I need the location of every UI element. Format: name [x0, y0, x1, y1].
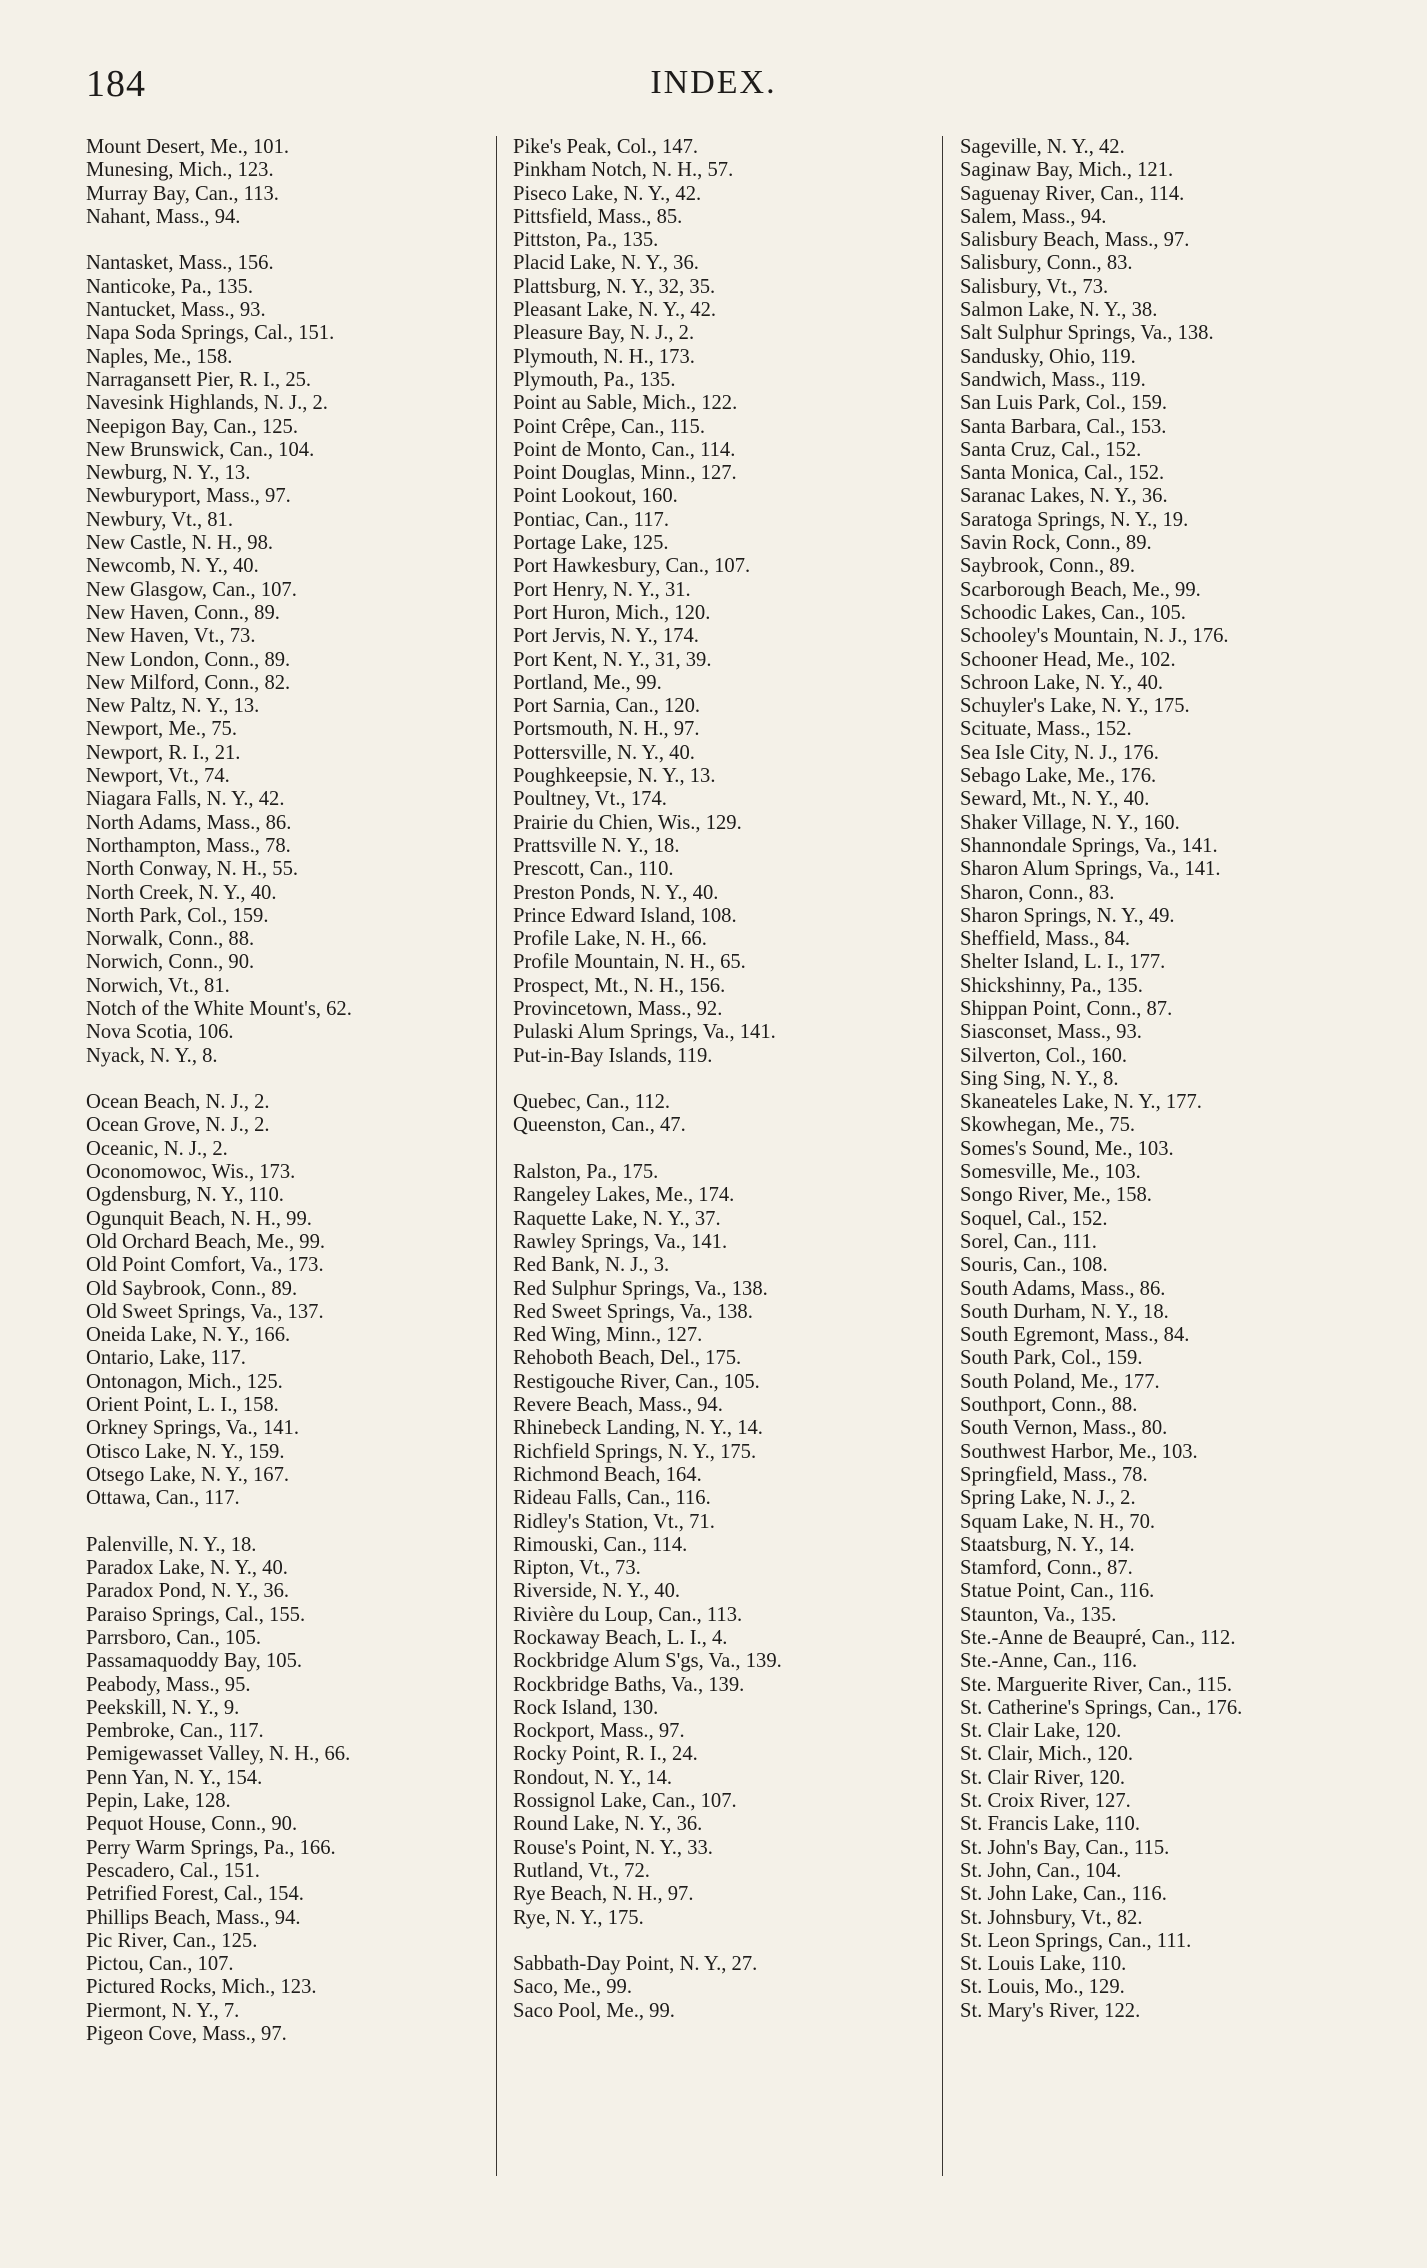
index-entry: Staatsburg, N. Y., 14.	[960, 1533, 1135, 1556]
index-entry: New Milford, Conn., 82.	[86, 671, 291, 694]
index-column-3	[960, 136, 1380, 2023]
index-entry: New Paltz, N. Y., 13.	[86, 695, 260, 718]
index-entry: Schooner Head, Me., 102.	[960, 648, 1176, 671]
index-entry: Northampton, Mass., 78.	[86, 834, 291, 857]
index-entry: St. John Lake, Can., 116.	[960, 1883, 1167, 1906]
index-entry: Southport, Conn., 88.	[960, 1394, 1138, 1417]
index-entry: Pittsfield, Mass., 85.	[513, 205, 683, 228]
index-entry: Santa Cruz, Cal., 152.	[960, 438, 1142, 461]
index-entry: Somes's Sound, Me., 103.	[960, 1137, 1174, 1160]
index-entry: Salem, Mass., 94.	[960, 205, 1107, 228]
index-entry: Salisbury, Vt., 73.	[960, 275, 1109, 298]
index-entry: Salmon Lake, N. Y., 38.	[960, 299, 1158, 322]
index-entry: Mount Desert, Me., 101.	[86, 136, 290, 158]
index-entry: Pinkham Notch, N. H., 57.	[513, 159, 734, 182]
index-entry: Pictured Rocks, Mich., 123.	[86, 1976, 317, 1999]
index-entry: Round Lake, N. Y., 36.	[513, 1813, 703, 1836]
index-entry: Rye Beach, N. H., 97.	[513, 1883, 694, 1906]
index-entry: St. Leon Springs, Can., 111.	[960, 1929, 1192, 1952]
index-entry: New London, Conn., 89.	[86, 648, 291, 671]
index-entry: Squam Lake, N. H., 70.	[960, 1510, 1156, 1533]
index-entry: Rawley Springs, Va., 141.	[513, 1230, 728, 1253]
index-entry: Pottersville, N. Y., 40.	[513, 741, 695, 764]
index-entry: Pleasure Bay, N. J., 2.	[513, 322, 695, 345]
index-entry: Richfield Springs, N. Y., 175.	[513, 1440, 757, 1463]
index-entry: Prospect, Mt., N. H., 156.	[513, 974, 726, 997]
index-entry: Sheffield, Mass., 84.	[960, 928, 1131, 951]
index-entry: Nyack, N. Y., 8.	[86, 1044, 218, 1067]
index-entry: Red Wing, Minn., 127.	[513, 1324, 703, 1347]
index-entry: St. Louis Lake, 110.	[960, 1953, 1127, 1976]
index-entry: Point Douglas, Minn., 127.	[513, 462, 737, 485]
index-entry: Pulaski Alum Springs, Va., 141.	[513, 1021, 776, 1044]
index-entry: Notch of the White Mount's, 62.	[86, 997, 352, 1020]
index-entry: Rivière du Loup, Can., 113.	[513, 1603, 743, 1626]
index-entry: Saratoga Springs, N. Y., 19.	[960, 508, 1189, 531]
index-entry: Staunton, Va., 135.	[960, 1603, 1117, 1626]
index-entry: Point de Monto, Can., 114.	[513, 438, 736, 461]
index-entry: St. Clair Lake, 120.	[960, 1720, 1122, 1743]
index-entry: Point au Sable, Mich., 122.	[513, 392, 738, 415]
index-entry: Scituate, Mass., 152.	[960, 718, 1132, 741]
index-entry: Ottawa, Can., 117.	[86, 1487, 240, 1510]
index-entry: Nova Scotia, 106.	[86, 1021, 234, 1044]
index-entry: North Adams, Mass., 86.	[86, 811, 292, 834]
index-entry: Newport, Me., 75.	[86, 718, 237, 741]
index-entry: Quebec, Can., 112.	[513, 1091, 671, 1114]
index-entry: Skaneateles Lake, N. Y., 177.	[960, 1091, 1202, 1114]
index-entry: Oneida Lake, N. Y., 166.	[86, 1324, 291, 1347]
index-entry: Orkney Springs, Va., 141.	[86, 1417, 299, 1440]
index-entry: St. Johnsbury, Vt., 82.	[960, 1906, 1143, 1929]
index-entry: Silverton, Col., 160.	[960, 1044, 1128, 1067]
index-entry: Sabbath-Day Point, N. Y., 27.	[513, 1953, 758, 1976]
index-entry: Souris, Can., 108.	[960, 1254, 1108, 1277]
index-entry: Poughkeepsie, N. Y., 13.	[513, 765, 716, 788]
index-entry: Rockport, Mass., 97.	[513, 1720, 685, 1743]
index-entry: Portsmouth, N. H., 97.	[513, 718, 700, 741]
index-entry: Rimouski, Can., 114.	[513, 1533, 688, 1556]
index-entry: Plattsburg, N. Y., 32, 35.	[513, 275, 716, 298]
index-entry: Port Henry, N. Y., 31.	[513, 578, 691, 601]
index-entry: Rouse's Point, N. Y., 33.	[513, 1836, 713, 1859]
index-entry: St. Francis Lake, 110.	[960, 1813, 1140, 1836]
index-entry: Pike's Peak, Col., 147.	[513, 136, 699, 158]
index-entry: Piermont, N. Y., 7.	[86, 1999, 240, 2022]
index-entry: Newburg, N. Y., 13.	[86, 462, 251, 485]
section-gap	[513, 1930, 933, 1953]
index-entry: Richmond Beach, 164.	[513, 1463, 702, 1486]
index-entry: Rockbridge Alum S'gs, Va., 139.	[513, 1650, 782, 1673]
index-entry: Sharon, Conn., 83.	[960, 881, 1115, 904]
index-entry: Peabody, Mass., 95.	[86, 1673, 251, 1696]
index-entry: Pictou, Can., 107.	[86, 1953, 234, 1976]
index-entry: Springfield, Mass., 78.	[960, 1463, 1148, 1486]
index-entry: Restigouche River, Can., 105.	[513, 1370, 760, 1393]
index-entry: Portland, Me., 99.	[513, 671, 662, 694]
column-divider	[942, 136, 943, 2176]
index-entry: Neepigon Bay, Can., 125.	[86, 415, 299, 438]
index-entry: Sea Isle City, N. J., 176.	[960, 741, 1159, 764]
index-entry: Prescott, Can., 110.	[513, 858, 674, 881]
index-entry: Plymouth, N. H., 173.	[513, 345, 695, 368]
index-entry: St. Catherine's Springs, Can., 176.	[960, 1696, 1243, 1719]
index-entry: Revere Beach, Mass., 94.	[513, 1394, 723, 1417]
index-entry: South Egremont, Mass., 84.	[960, 1324, 1190, 1347]
index-entry: Siasconset, Mass., 93.	[960, 1021, 1142, 1044]
page-number: 184	[86, 63, 146, 105]
index-entry: Rehoboth Beach, Del., 175.	[513, 1347, 742, 1370]
index-entry: Ocean Beach, N. J., 2.	[86, 1091, 270, 1114]
index-entry: Old Saybrook, Conn., 89.	[86, 1277, 298, 1300]
index-entry: North Conway, N. H., 55.	[86, 858, 299, 881]
section-gap	[86, 1068, 486, 1091]
index-entry: Pleasant Lake, N. Y., 42.	[513, 299, 717, 322]
index-entry: Parrsboro, Can., 105.	[86, 1627, 262, 1649]
index-entry: Queenston, Can., 47.	[513, 1114, 686, 1137]
index-entry: Paradox Lake, N. Y., 40.	[86, 1557, 288, 1580]
index-entry: Placid Lake, N. Y., 36.	[513, 252, 699, 275]
index-entry: Rondout, N. Y., 14.	[513, 1766, 673, 1789]
index-entry: Port Hawkesbury, Can., 107.	[513, 555, 751, 578]
index-entry: Ogdensburg, N. Y., 110.	[86, 1184, 284, 1207]
index-entry: Rhinebeck Landing, N. Y., 14.	[513, 1417, 763, 1440]
index-entry: South Poland, Me., 177.	[960, 1370, 1160, 1393]
index-entry: New Haven, Vt., 73.	[86, 625, 256, 648]
index-entry: Saranac Lakes, N. Y., 36.	[960, 485, 1168, 508]
index-entry: Rideau Falls, Can., 116.	[513, 1487, 711, 1510]
index-entry: Saybrook, Conn., 89.	[960, 555, 1136, 578]
index-entry: Old Sweet Springs, Va., 137.	[86, 1300, 324, 1323]
index-entry: Skowhegan, Me., 75.	[960, 1114, 1136, 1137]
index-entry: Port Sarnia, Can., 120.	[513, 695, 701, 718]
index-entry: Naples, Me., 158.	[86, 345, 233, 368]
index-entry: Petrified Forest, Cal., 154.	[86, 1883, 304, 1906]
section-gap	[86, 229, 486, 252]
index-entry: Nahant, Mass., 94.	[86, 205, 241, 228]
index-entry: Profile Lake, N. H., 66.	[513, 928, 707, 951]
index-entry: Paradox Pond, N. Y., 36.	[86, 1580, 290, 1603]
index-entry: Nantucket, Mass., 93.	[86, 299, 266, 322]
index-entry: Pembroke, Can., 117.	[86, 1720, 264, 1743]
section-gap	[86, 1511, 486, 1534]
index-entry: Newport, R. I., 21.	[86, 741, 241, 764]
index-entry: St. Clair River, 120.	[960, 1766, 1126, 1789]
index-entry: Norwalk, Conn., 88.	[86, 928, 255, 951]
index-entry: St. Clair, Mich., 120.	[960, 1743, 1134, 1766]
index-entry: Pic River, Can., 125.	[86, 1929, 258, 1952]
index-entry: Peekskill, N. Y., 9.	[86, 1696, 240, 1719]
index-entry: Ontario, Lake, 117.	[86, 1347, 246, 1370]
index-entry: Navesink Highlands, N. J., 2.	[86, 392, 328, 415]
index-entry: St. John, Can., 104.	[960, 1859, 1122, 1882]
index-entry: Orient Point, L. I., 158.	[86, 1394, 279, 1417]
index-entry: St. John's Bay, Can., 115.	[960, 1836, 1170, 1859]
index-entry: Rockaway Beach, L. I., 4.	[513, 1627, 728, 1649]
index-entry: Soquel, Cal., 152.	[960, 1207, 1108, 1230]
index-entry: Norwich, Conn., 90.	[86, 951, 255, 974]
index-entry: Rye, N. Y., 175.	[513, 1906, 644, 1929]
index-entry: Red Sweet Springs, Va., 138.	[513, 1300, 753, 1323]
section-gap	[513, 1068, 933, 1091]
index-entry: Napa Soda Springs, Cal., 151.	[86, 322, 335, 345]
index-entry: Palenville, N. Y., 18.	[86, 1533, 257, 1556]
index-entry: Ogunquit Beach, N. H., 99.	[86, 1207, 312, 1230]
index-entry: Saco Pool, Me., 99.	[513, 1999, 675, 2022]
index-entry: Schooley's Mountain, N. J., 176.	[960, 625, 1229, 648]
index-entry: Ripton, Vt., 73.	[513, 1557, 641, 1580]
index-entry: Paraiso Springs, Cal., 155.	[86, 1603, 306, 1626]
index-entry: Newburyport, Mass., 97.	[86, 485, 291, 508]
column-divider	[496, 136, 497, 2176]
index-entry: Santa Barbara, Cal., 153.	[960, 415, 1167, 438]
index-entry: Ocean Grove, N. J., 2.	[86, 1114, 270, 1137]
index-entry: Shaker Village, N. Y., 160.	[960, 811, 1180, 834]
index-entry: Sing Sing, N. Y., 8.	[960, 1067, 1119, 1090]
index-entry: New Castle, N. H., 98.	[86, 532, 274, 555]
index-entry: Santa Monica, Cal., 152.	[960, 462, 1165, 485]
index-entry: Schuyler's Lake, N. Y., 175.	[960, 695, 1190, 718]
index-entry: New Glasgow, Can., 107.	[86, 578, 297, 601]
index-entry: South Vernon, Mass., 80.	[960, 1417, 1168, 1440]
index-entry: Phillips Beach, Mass., 94.	[86, 1906, 301, 1929]
index-entry: Old Point Comfort, Va., 173.	[86, 1254, 324, 1277]
index-entry: Saco, Me., 99.	[513, 1976, 632, 1999]
index-entry: Rossignol Lake, Can., 107.	[513, 1790, 737, 1813]
index-entry: Sharon Springs, N. Y., 49.	[960, 904, 1175, 927]
index-entry: Saginaw Bay, Mich., 121.	[960, 159, 1174, 182]
index-entry: Niagara Falls, N. Y., 42.	[86, 788, 285, 811]
index-entry: Saguenay River, Can., 114.	[960, 182, 1185, 205]
index-entry: Salt Sulphur Springs, Va., 138.	[960, 322, 1214, 345]
index-entry: St. Mary's River, 122.	[960, 1999, 1141, 2022]
page-header	[0, 62, 1427, 122]
index-entry: Sharon Alum Springs, Va., 141.	[960, 858, 1221, 881]
index-entry: Statue Point, Can., 116.	[960, 1580, 1155, 1603]
index-entry: Shippan Point, Conn., 87.	[960, 997, 1173, 1020]
index-entry: Poultney, Vt., 174.	[513, 788, 667, 811]
index-entry: Sorel, Can., 111.	[960, 1230, 1097, 1253]
index-entry: Point Crêpe, Can., 115.	[513, 415, 706, 438]
index-entry: Pescadero, Cal., 151.	[86, 1859, 260, 1882]
index-entry: Plymouth, Pa., 135.	[513, 368, 676, 391]
index-entry: Rocky Point, R. I., 24.	[513, 1743, 698, 1766]
index-entry: Prairie du Chien, Wis., 129.	[513, 811, 742, 834]
index-entry: Sandwich, Mass., 119.	[960, 368, 1146, 391]
index-entry: South Adams, Mass., 86.	[960, 1277, 1166, 1300]
index-entry: Schroon Lake, N. Y., 40.	[960, 671, 1164, 694]
index-entry: Sageville, N. Y., 42.	[960, 136, 1125, 158]
index-entry: Port Jervis, N. Y., 174.	[513, 625, 699, 648]
index-entry: New Haven, Conn., 89.	[86, 601, 280, 624]
index-entry: Salisbury, Conn., 83.	[960, 252, 1133, 275]
index-entry: Schoodic Lakes, Can., 105.	[960, 601, 1186, 624]
index-entry: Pigeon Cove, Mass., 97.	[86, 2023, 287, 2046]
index-entry: Newcomb, N. Y., 40.	[86, 555, 259, 578]
index-entry: Ste. Marguerite River, Can., 115.	[960, 1673, 1232, 1696]
index-entry: Ridley's Station, Vt., 71.	[513, 1510, 715, 1533]
index-entry: Oceanic, N. J., 2.	[86, 1137, 228, 1160]
index-entry: Otsego Lake, N. Y., 167.	[86, 1463, 290, 1486]
index-entry: Pequot House, Conn., 90.	[86, 1813, 298, 1836]
index-entry: Shannondale Springs, Va., 141.	[960, 834, 1218, 857]
index-entry: St. Louis, Mo., 129.	[960, 1976, 1125, 1999]
index-entry: Ste.-Anne, Can., 116.	[960, 1650, 1138, 1673]
index-entry: Munesing, Mich., 123.	[86, 159, 274, 182]
index-entry: Oconomowoc, Wis., 173.	[86, 1161, 296, 1184]
index-entry: Savin Rock, Conn., 89.	[960, 532, 1152, 555]
index-entry: Somesville, Me., 103.	[960, 1161, 1141, 1184]
index-entry: Pontiac, Can., 117.	[513, 508, 669, 531]
index-entry: Southwest Harbor, Me., 103.	[960, 1440, 1198, 1463]
index-entry: Red Sulphur Springs, Va., 138.	[513, 1277, 768, 1300]
index-entry: New Brunswick, Can., 104.	[86, 438, 315, 461]
index-entry: Rutland, Vt., 72.	[513, 1859, 650, 1882]
index-entry: Port Huron, Mich., 120.	[513, 601, 711, 624]
section-gap	[513, 1138, 933, 1161]
index-entry: Nantasket, Mass., 156.	[86, 252, 274, 275]
index-entry: Prince Edward Island, 108.	[513, 904, 737, 927]
index-entry: Riverside, N. Y., 40.	[513, 1580, 681, 1603]
index-entry: North Park, Col., 159.	[86, 904, 269, 927]
index-entry: Old Orchard Beach, Me., 99.	[86, 1230, 326, 1253]
index-entry: Pemigewasset Valley, N. H., 66.	[86, 1743, 351, 1766]
index-entry: Sandusky, Ohio, 119.	[960, 345, 1136, 368]
index-entry: Pittston, Pa., 135.	[513, 229, 659, 252]
index-entry: Sebago Lake, Me., 176.	[960, 765, 1157, 788]
index-entry: South Durham, N. Y., 18.	[960, 1300, 1169, 1323]
index-entry: Port Kent, N. Y., 31, 39.	[513, 648, 712, 671]
index-entry: North Creek, N. Y., 40.	[86, 881, 277, 904]
index-entry: Prattsville N. Y., 18.	[513, 834, 680, 857]
index-entry: Rangeley Lakes, Me., 174.	[513, 1184, 735, 1207]
index-column-1	[86, 136, 486, 2046]
index-entry: South Park, Col., 159.	[960, 1347, 1143, 1370]
index-entry: Scarborough Beach, Me., 99.	[960, 578, 1201, 601]
index-column-2	[513, 136, 933, 2023]
index-entry: Provincetown, Mass., 92.	[513, 997, 723, 1020]
index-entry: Salisbury Beach, Mass., 97.	[960, 229, 1190, 252]
index-entry: Rockbridge Baths, Va., 139.	[513, 1673, 745, 1696]
index-entry: Shickshinny, Pa., 135.	[960, 974, 1143, 997]
index-entry: San Luis Park, Col., 159.	[960, 392, 1168, 415]
index-entry: Ontonagon, Mich., 125.	[86, 1370, 283, 1393]
index-entry: Rock Island, 130.	[513, 1696, 659, 1719]
index-entry: Shelter Island, L. I., 177.	[960, 951, 1166, 974]
index-entry: Spring Lake, N. J., 2.	[960, 1487, 1136, 1510]
index-entry: St. Croix River, 127.	[960, 1790, 1131, 1813]
index-entry: Seward, Mt., N. Y., 40.	[960, 788, 1150, 811]
index-entry: Raquette Lake, N. Y., 37.	[513, 1207, 721, 1230]
index-entry: Piseco Lake, N. Y., 42.	[513, 182, 702, 205]
index-entry: Otisco Lake, N. Y., 159.	[86, 1440, 285, 1463]
index-entry: Passamaquoddy Bay, 105.	[86, 1650, 303, 1673]
index-entry: Newport, Vt., 74.	[86, 765, 230, 788]
index-entry: Put-in-Bay Islands, 119.	[513, 1044, 713, 1067]
index-entry: Murray Bay, Can., 113.	[86, 182, 279, 205]
index-entry: Songo River, Me., 158.	[960, 1184, 1152, 1207]
index-entry: Ralston, Pa., 175.	[513, 1161, 659, 1184]
page-title: INDEX.	[650, 64, 777, 101]
index-entry: Point Lookout, 160.	[513, 485, 678, 508]
index-entry: Profile Mountain, N. H., 65.	[513, 951, 746, 974]
index-entry: Stamford, Conn., 87.	[960, 1557, 1133, 1580]
index-entry: Penn Yan, N. Y., 154.	[86, 1766, 263, 1789]
index-entry: Newbury, Vt., 81.	[86, 508, 234, 531]
index-entry: Perry Warm Springs, Pa., 166.	[86, 1836, 336, 1859]
index-entry: Narragansett Pier, R. I., 25.	[86, 368, 312, 391]
index-entry: Portage Lake, 125.	[513, 532, 669, 555]
index-entry: Preston Ponds, N. Y., 40.	[513, 881, 719, 904]
index-entry: Nanticoke, Pa., 135.	[86, 275, 254, 298]
index-entry: Ste.-Anne de Beaupré, Can., 112.	[960, 1627, 1236, 1649]
index-entry: Pepin, Lake, 128.	[86, 1790, 231, 1813]
index-entry: Red Bank, N. J., 3.	[513, 1254, 670, 1277]
index-entry: Norwich, Vt., 81.	[86, 974, 230, 997]
